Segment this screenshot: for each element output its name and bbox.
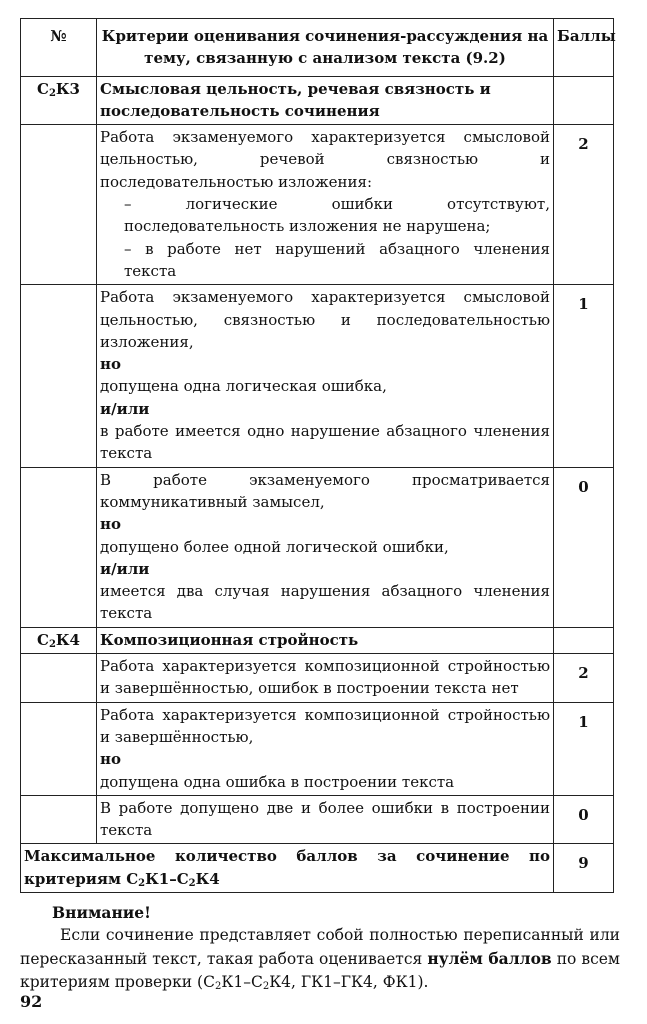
table-header-row [21, 19, 614, 77]
criterion-line: Работа характеризуется композиционной стройностью и завершённостью, ошибок в построении текста нет [100, 657, 550, 698]
criterion-bullet: – логические ошибки отсутствуют, последовательность изложения не нарушена; [124, 195, 550, 236]
criterion-line: в работе имеется одно нарушение абзацного членения текста [100, 422, 550, 463]
table-row [21, 795, 614, 844]
score-cell: 2 [554, 654, 614, 703]
criterion-line: В работе допущено две и более ошибки в построении текста [100, 798, 550, 840]
score-cell: 0 [554, 467, 614, 627]
table-row [21, 125, 614, 285]
table-row [21, 285, 614, 467]
criterion-k3-code: $С_2К3$ [21, 76, 97, 125]
score-cell: 0 [554, 795, 614, 844]
max-score-value: 9 [554, 844, 614, 893]
criterion-line: В работе экзаменуемого просматривается коммуникативный замысел, [100, 470, 550, 511]
note-body: Если сочинение представляет собой полностью переписанный или пересказанный текст, такая работа оценивается нулём баллов по всем критериям проверки ($С_2К1-С_2К4$, ГК1–ГК4, ФК1). [20, 926, 620, 992]
empty-cell [21, 467, 97, 627]
criterion-line: Работа характеризуется композиционной стройностью и завершённостью, [100, 705, 550, 746]
criterion-k4-empty-score [554, 627, 614, 653]
criterion-conjunction: и/или [100, 399, 150, 418]
criterion-line: имеется два случая нарушения абзацного членения текста [100, 582, 550, 623]
criterion-line: Работа экзаменуемого характеризуется смысловой цельностью, речевой связностью и последовательностью изложения: [100, 128, 550, 191]
empty-cell [21, 654, 97, 703]
criterion-line: допущена одна ошибка в построении текста [100, 772, 455, 791]
criterion-conjunction: но [100, 750, 121, 769]
criterion-line: допущена одна логическая ошибка, [100, 377, 387, 396]
criterion-text [97, 285, 554, 467]
criterion-bullet: – в работе нет нарушений абзацного членения текста [124, 239, 550, 280]
table-row [21, 467, 614, 627]
table-row [21, 702, 614, 795]
header-criteria: Критерии оценивания сочинения-рассуждения на тему, связанную с анализом текста (9.2) [97, 19, 554, 77]
empty-cell [21, 125, 97, 285]
criterion-conjunction: но [100, 515, 121, 534]
empty-cell [21, 285, 97, 467]
criterion-k3-empty-score [554, 76, 614, 125]
criterion-k3-row [21, 76, 614, 125]
criterion-conjunction: и/или [100, 559, 150, 578]
header-score: Баллы [554, 19, 614, 77]
criterion-conjunction: но [100, 355, 121, 374]
criterion-text [97, 654, 554, 703]
empty-cell [21, 702, 97, 795]
score-cell: 1 [554, 285, 614, 467]
page-number: 92 [20, 992, 43, 1011]
criterion-k4-row [21, 627, 614, 653]
attention-note [20, 901, 620, 994]
criterion-line: допущено более одной логической ошибки, [100, 537, 449, 556]
criterion-text [97, 467, 554, 627]
criterion-k3-title: Смысловая цельность, речевая связность и последовательность сочинения [97, 76, 554, 125]
score-cell: 1 [554, 702, 614, 795]
criteria-table [20, 18, 614, 893]
criterion-text [97, 795, 554, 844]
max-score-row [21, 844, 614, 893]
empty-cell [21, 795, 97, 844]
criterion-text [97, 702, 554, 795]
criterion-text [97, 125, 554, 285]
max-score-label: Максимальное количество баллов за сочинение по критериям $С_2К1-С_2К4$ [21, 844, 554, 893]
note-title: Внимание! [52, 903, 151, 922]
header-number: № [21, 19, 97, 77]
criterion-k4-title: Композиционная стройность [97, 627, 554, 653]
table-row [21, 654, 614, 703]
criterion-line: Работа экзаменуемого характеризуется смысловой цельностью, связностью и последовательностью изложения, [100, 288, 550, 351]
score-cell: 2 [554, 125, 614, 285]
criterion-k4-code: $С_2К4$ [21, 627, 97, 653]
